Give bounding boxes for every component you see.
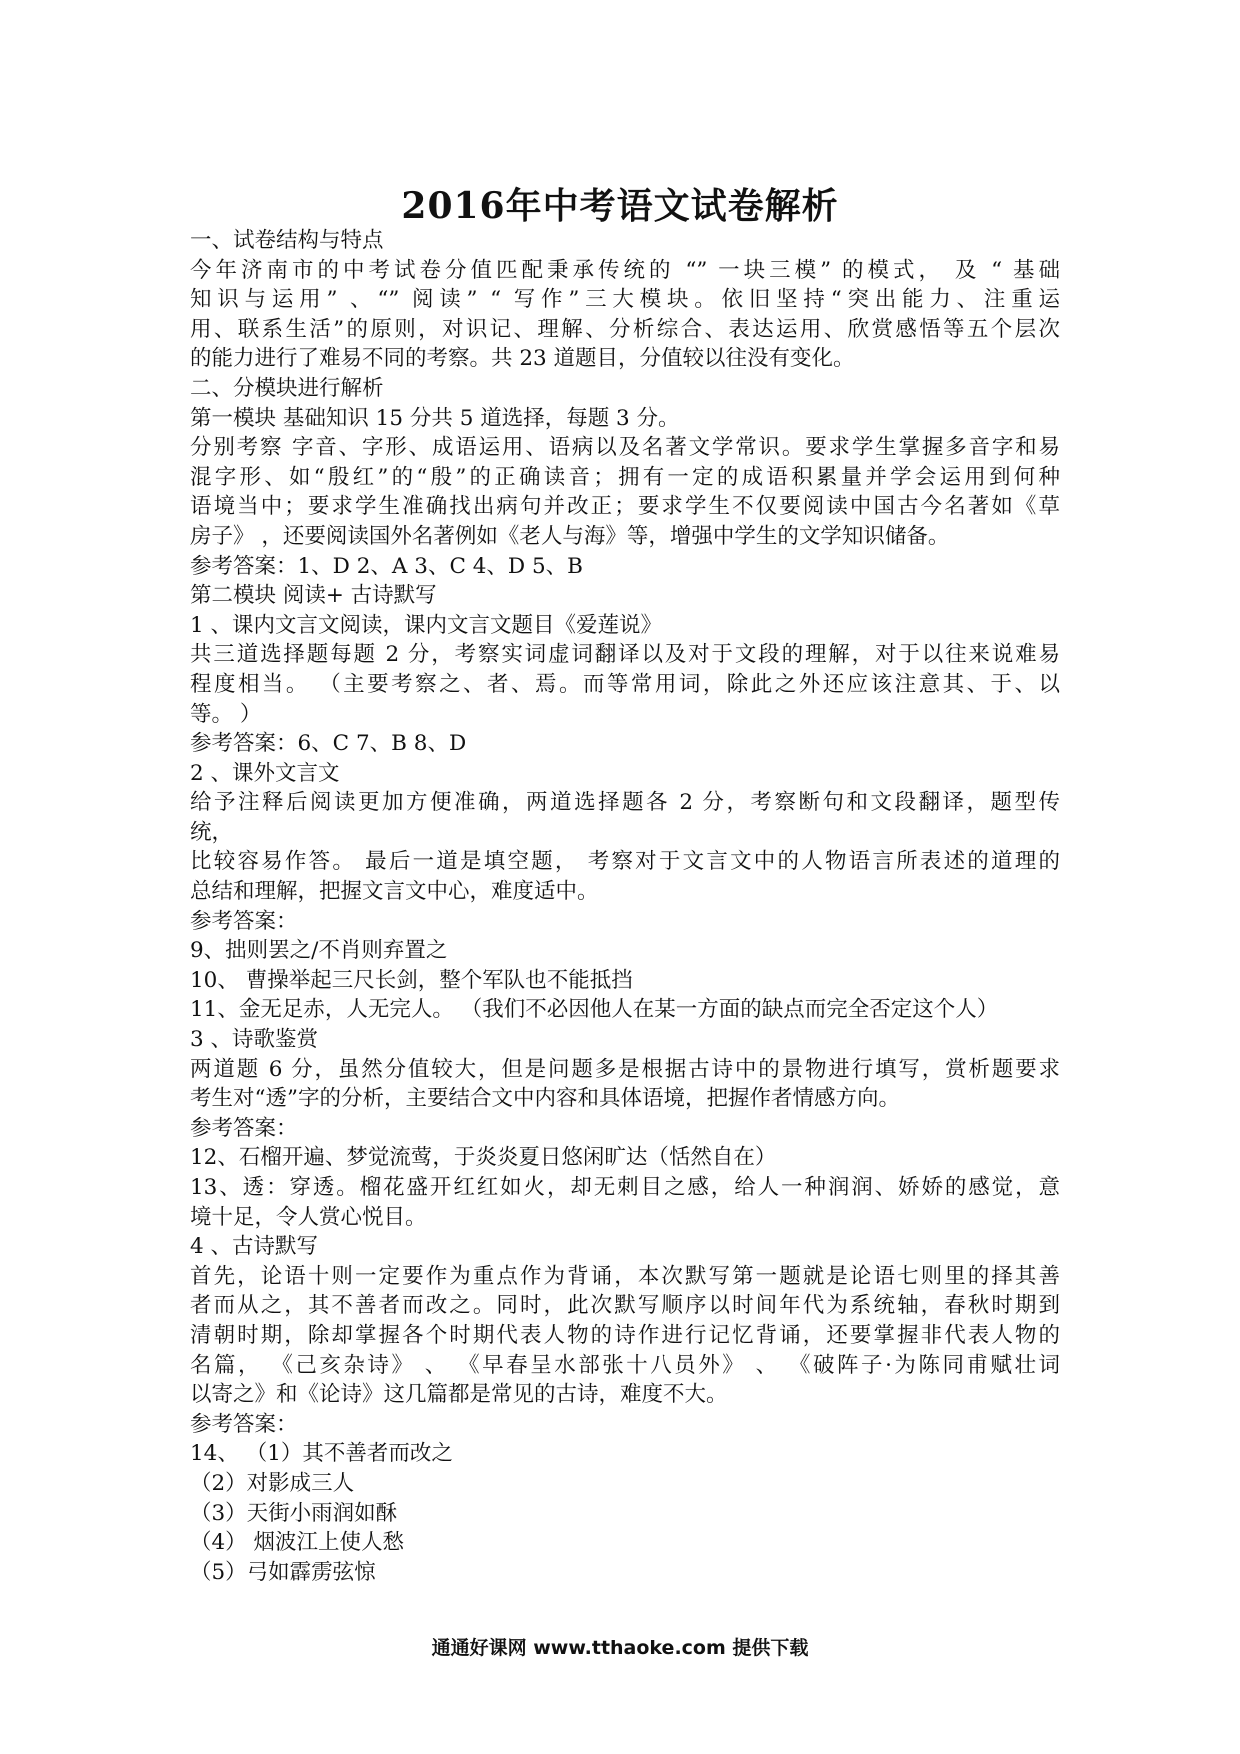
text-line: 考生对“透”字的分析，主要结合文中内容和具体语境，把握作者情感方向。	[190, 1086, 900, 1112]
text-line: 参考答案：	[190, 908, 298, 934]
text-line: 今年济南市的中考试卷分值匹配秉承传统的 “” 一块三模” 的模式， 及 “ 基础	[190, 257, 1060, 283]
text-line: 等。 ）	[190, 701, 262, 727]
text-line: 9、拙则罢之/不肖则弃置之	[190, 938, 448, 964]
text-line: （2）对影成三人	[190, 1470, 355, 1496]
text-line: 参考答案：1、D 2、A 3、C 4、D 5、B	[190, 553, 583, 579]
text-line: （4） 烟波江上使人愁	[190, 1530, 405, 1556]
text-line: 给予注释后阅读更加方便准确，两道选择题各 2 分，考察断句和文段翻译，题型传	[190, 790, 1060, 816]
text-line: 一、试卷结构与特点	[190, 228, 384, 253]
text-line: 房子》 ，还要阅读国外名著例如《老人与海》等，增强中学生的文学知识储备。	[190, 523, 950, 549]
text-line: （5）弓如霹雳弦惊	[190, 1559, 376, 1585]
text-line: 11、金无足赤，人无完人。 （我们不必因他人在某一方面的缺点而完全否定这个人）	[190, 997, 999, 1023]
text-line: 首先，论语十则一定要作为重点作为背诵，本次默写第一题就是论语七则里的择其善	[190, 1263, 1060, 1289]
text-line: 第一模块 基础知识 15 分共 5 道选择，每题 3 分。	[190, 405, 680, 431]
text-line: 统，	[190, 819, 234, 845]
document-body	[190, 226, 1060, 1587]
text-line: 参考答案：	[190, 1115, 298, 1141]
text-line: 混字形、如“殷红”的“殷”的正确读音；拥有一定的成语积累量并学会运用到何种	[190, 464, 1060, 490]
text-line: 两道题 6 分，虽然分值较大，但是问题多是根据古诗中的景物进行填写，赏析题要求	[190, 1056, 1060, 1082]
text-line: 1 、课内文言文阅读，课内文言文题目《爱莲说》	[190, 612, 663, 638]
text-line: 以寄之》和《论诗》这几篇都是常见的古诗，难度不大。	[190, 1382, 728, 1408]
text-line: 用、联系生活”的原则，对识记、理解、分析综合、表达运用、欣赏感悟等五个层次	[190, 316, 1060, 342]
text-line: 分别考察 字音、字形、成语运用、语病以及名著文学常识。要求学生掌握多音字和易	[190, 435, 1060, 461]
text-line: 10、 曹操举起三尺长剑，整个军队也不能抵挡	[190, 967, 633, 993]
text-line: 知识与运用” 、“” 阅读” “ 写作”三大模块。依旧坚持“突出能力、注重运	[190, 287, 1060, 313]
text-line: 比较容易作答。 最后一道是填空题， 考察对于文言文中的人物语言所表述的道理的	[190, 849, 1060, 875]
text-line: 4 、古诗默写	[190, 1234, 319, 1260]
text-line: 程度相当。 （主要考察之、者、焉。而等常用词，除此之外还应该注意其、于、以	[190, 671, 1060, 697]
text-line: 2 、课外文言文	[190, 760, 340, 786]
text-line: 境十足，令人赏心悦目。	[190, 1204, 427, 1230]
text-line: 的能力进行了难易不同的考察。共 23 道题目，分值较以往没有变化。	[190, 346, 855, 372]
text-line: 13、透：穿透。榴花盛开红红如火，却无刺目之感，给人一种润润、娇娇的感觉，意	[190, 1175, 1060, 1200]
text-line: 3 、诗歌鉴赏	[190, 1027, 319, 1053]
text-line: 总结和理解，把握文言文中心，难度适中。	[190, 879, 599, 905]
text-line: 名篇， 《己亥杂诗》 、 《早春呈水部张十八员外》 、 《破阵子·为陈同甫赋壮词	[190, 1352, 1060, 1378]
text-line: 14、 （1）其不善者而改之	[190, 1441, 453, 1467]
text-line: 共三道选择题每题 2 分，考察实词虚词翻译以及对于文段的理解，对于以往来说难易	[190, 642, 1060, 668]
footer-download-note: 通通好课网 www.tthaoke.com 提供下载	[431, 1637, 809, 1659]
text-line: 参考答案：6、C 7、B 8、D	[190, 731, 467, 757]
text-line: 参考答案：	[190, 1411, 298, 1437]
text-line: 清朝时期，除却掌握各个时期代表人物的诗作进行记忆背诵，还要掌握非代表人物的	[190, 1322, 1060, 1348]
text-line: 12、石榴开遍、梦觉流莺，于炎炎夏日悠闲旷达（恬然自在）	[190, 1145, 777, 1171]
text-line: 者而从之，其不善者而改之。同时，此次默写顺序以时间年代为系统轴，春秋时期到	[190, 1293, 1060, 1319]
text-line: 二、分模块进行解析	[190, 375, 384, 401]
document-title: 2016年中考语文试卷解析	[401, 185, 839, 227]
text-line: （3）天街小雨润如酥	[190, 1500, 398, 1526]
text-line: 语境当中；要求学生准确找出病句并改正；要求学生不仅要阅读中国古今名著如《草	[190, 494, 1060, 520]
text-line: 第二模块 阅读+ 古诗默写	[190, 583, 437, 609]
